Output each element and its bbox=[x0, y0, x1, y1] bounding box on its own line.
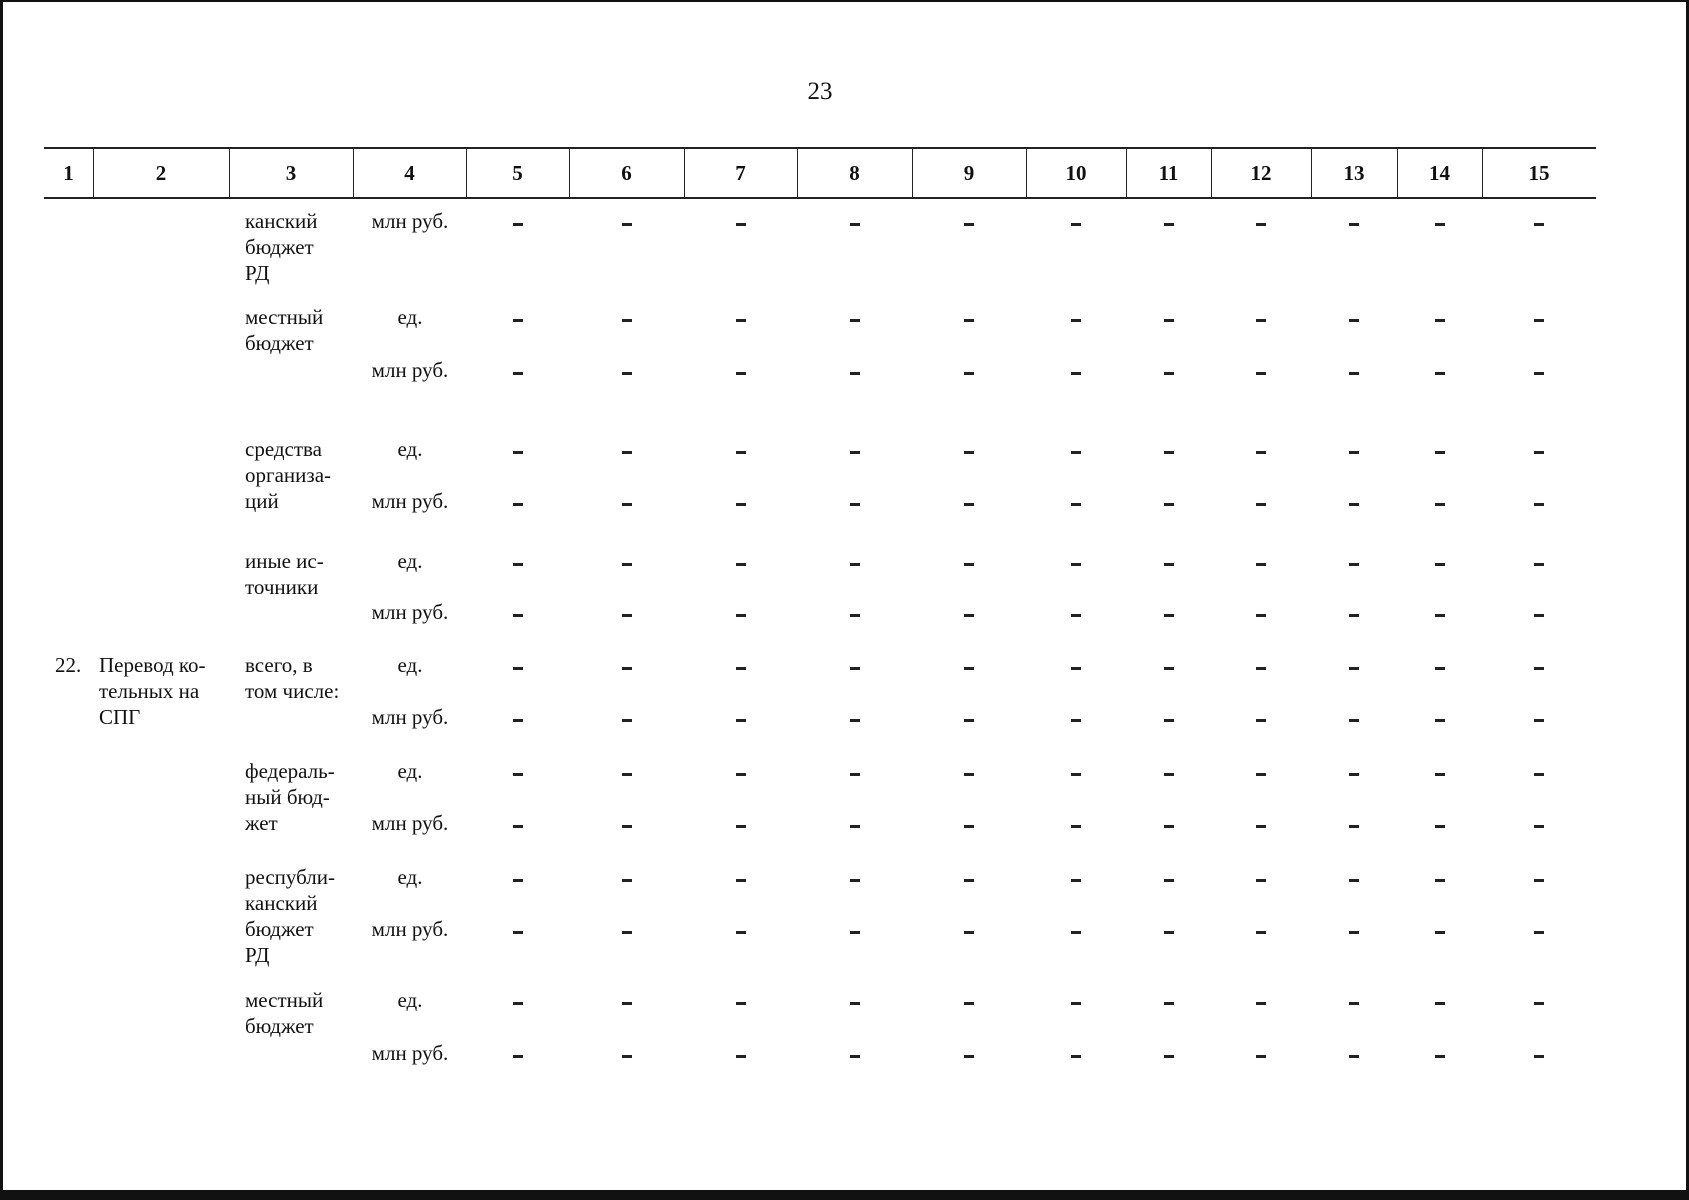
table-cell-dash bbox=[622, 879, 632, 882]
table-cell-dash bbox=[1164, 667, 1174, 670]
table-cell-dash bbox=[622, 319, 632, 322]
funding-source: средства организа- ций bbox=[245, 437, 332, 513]
funding-source: местный бюджет bbox=[245, 305, 324, 355]
page-number: 23 bbox=[807, 78, 833, 105]
header-divider bbox=[684, 147, 685, 197]
table-cell-dash bbox=[1534, 563, 1544, 566]
table-cell-dash bbox=[1534, 372, 1544, 375]
table-cell-dash bbox=[1071, 1002, 1081, 1005]
column-header-4: 4 bbox=[404, 161, 415, 185]
table-cell-dash bbox=[1349, 503, 1359, 506]
table-cell-dash bbox=[1534, 931, 1544, 934]
unit-label: млн руб. bbox=[371, 489, 449, 513]
table-cell-dash bbox=[964, 879, 974, 882]
table-cell-dash bbox=[850, 879, 860, 882]
table-cell-dash bbox=[1349, 825, 1359, 828]
table-cell-dash bbox=[1534, 1055, 1544, 1058]
unit-label: ед. bbox=[397, 759, 423, 783]
table-cell-dash bbox=[1256, 719, 1266, 722]
table-cell-dash bbox=[1435, 879, 1445, 882]
column-header-6: 6 bbox=[621, 161, 632, 185]
table-cell-dash bbox=[1349, 879, 1359, 882]
table-cell-dash bbox=[964, 614, 974, 617]
table-cell-dash bbox=[964, 931, 974, 934]
table-cell-dash bbox=[1349, 667, 1359, 670]
table-cell-dash bbox=[964, 319, 974, 322]
table-cell-dash bbox=[1256, 319, 1266, 322]
column-header-13: 13 bbox=[1343, 161, 1365, 185]
table-cell-dash bbox=[736, 372, 746, 375]
table-cell-dash bbox=[1071, 503, 1081, 506]
table-cell-dash bbox=[1435, 825, 1445, 828]
table-cell-dash bbox=[964, 451, 974, 454]
table-cell-dash bbox=[1256, 1002, 1266, 1005]
table-cell-dash bbox=[513, 372, 523, 375]
table-cell-dash bbox=[736, 451, 746, 454]
table-cell-dash bbox=[1256, 223, 1266, 226]
table-cell-dash bbox=[622, 825, 632, 828]
unit-label: ед. bbox=[397, 549, 423, 573]
table-cell-dash bbox=[1435, 372, 1445, 375]
table-cell-dash bbox=[736, 773, 746, 776]
header-divider bbox=[1126, 147, 1127, 197]
unit-label: ед. bbox=[397, 305, 423, 329]
column-header-9: 9 bbox=[963, 161, 975, 185]
funding-source: иные ис- точники bbox=[245, 549, 324, 599]
header-divider bbox=[353, 147, 354, 197]
table-cell-dash bbox=[513, 1002, 523, 1005]
header-divider bbox=[466, 147, 467, 197]
table-header-row bbox=[44, 147, 1596, 199]
table-cell-dash bbox=[1534, 825, 1544, 828]
measure-name: Перевод ко- тельных на СПГ bbox=[99, 653, 206, 729]
table-cell-dash bbox=[622, 451, 632, 454]
table-cell-dash bbox=[1349, 372, 1359, 375]
column-header-3: 3 bbox=[285, 161, 297, 185]
unit-label: млн руб. bbox=[371, 600, 449, 624]
table-cell-dash bbox=[1349, 319, 1359, 322]
table-cell-dash bbox=[1164, 719, 1174, 722]
unit-label: ед. bbox=[397, 437, 423, 461]
table-cell-dash bbox=[622, 1002, 632, 1005]
table-cell-dash bbox=[1164, 503, 1174, 506]
table-cell-dash bbox=[1435, 614, 1445, 617]
table-cell-dash bbox=[1164, 614, 1174, 617]
column-header-1: 1 bbox=[63, 161, 74, 185]
table-cell-dash bbox=[1435, 451, 1445, 454]
unit-label: млн руб. bbox=[371, 811, 449, 835]
table-cell-dash bbox=[1435, 719, 1445, 722]
table-cell-dash bbox=[1435, 319, 1445, 322]
column-header-15: 15 bbox=[1528, 161, 1550, 185]
table-cell-dash bbox=[622, 563, 632, 566]
table-cell-dash bbox=[1071, 719, 1081, 722]
table-cell-dash bbox=[1349, 614, 1359, 617]
table-cell-dash bbox=[1164, 451, 1174, 454]
table-cell-dash bbox=[964, 1055, 974, 1058]
table-cell-dash bbox=[622, 614, 632, 617]
column-header-8: 8 bbox=[849, 161, 860, 185]
table-cell-dash bbox=[964, 563, 974, 566]
table-cell-dash bbox=[622, 931, 632, 934]
column-header-12: 12 bbox=[1250, 161, 1272, 185]
table-cell-dash bbox=[1435, 931, 1445, 934]
table-cell-dash bbox=[1256, 1055, 1266, 1058]
table-cell-dash bbox=[850, 773, 860, 776]
table-cell-dash bbox=[1256, 563, 1266, 566]
table-cell-dash bbox=[513, 1055, 523, 1058]
table-cell-dash bbox=[850, 451, 860, 454]
table-cell-dash bbox=[1071, 614, 1081, 617]
column-header-7: 7 bbox=[735, 161, 746, 185]
table-cell-dash bbox=[850, 719, 860, 722]
table-cell-dash bbox=[1534, 451, 1544, 454]
table-cell-dash bbox=[1256, 503, 1266, 506]
table-cell-dash bbox=[964, 223, 974, 226]
table-cell-dash bbox=[1164, 1055, 1174, 1058]
table-cell-dash bbox=[1071, 563, 1081, 566]
table-cell-dash bbox=[1071, 879, 1081, 882]
table-cell-dash bbox=[1349, 1055, 1359, 1058]
table-cell-dash bbox=[513, 719, 523, 722]
table-cell-dash bbox=[736, 503, 746, 506]
table-cell-dash bbox=[1534, 1002, 1544, 1005]
table-cell-dash bbox=[1071, 667, 1081, 670]
header-divider bbox=[229, 147, 230, 197]
table-cell-dash bbox=[1435, 1055, 1445, 1058]
table-cell-dash bbox=[850, 1055, 860, 1058]
table-cell-dash bbox=[1071, 825, 1081, 828]
unit-label: млн руб. bbox=[371, 705, 449, 729]
table-cell-dash bbox=[513, 825, 523, 828]
table-cell-dash bbox=[850, 667, 860, 670]
table-cell-dash bbox=[1071, 372, 1081, 375]
table-cell-dash bbox=[513, 667, 523, 670]
table-cell-dash bbox=[736, 319, 746, 322]
table-cell-dash bbox=[736, 719, 746, 722]
table-cell-dash bbox=[850, 372, 860, 375]
unit-label: ед. bbox=[397, 653, 423, 677]
header-divider bbox=[912, 147, 913, 197]
header-divider bbox=[1211, 147, 1212, 197]
column-header-10: 10 bbox=[1065, 161, 1087, 185]
table-cell-dash bbox=[1349, 563, 1359, 566]
table-cell-dash bbox=[1435, 503, 1445, 506]
table-cell-dash bbox=[1349, 1002, 1359, 1005]
table-cell-dash bbox=[1164, 1002, 1174, 1005]
table-cell-dash bbox=[1534, 319, 1544, 322]
table-cell-dash bbox=[513, 503, 523, 506]
table-cell-dash bbox=[850, 503, 860, 506]
table-cell-dash bbox=[1256, 879, 1266, 882]
table-cell-dash bbox=[964, 773, 974, 776]
unit-label: ед. bbox=[397, 865, 423, 889]
table-cell-dash bbox=[736, 614, 746, 617]
header-divider bbox=[1482, 147, 1483, 197]
table-cell-dash bbox=[964, 503, 974, 506]
table-cell-dash bbox=[1534, 879, 1544, 882]
table-cell-dash bbox=[736, 1002, 746, 1005]
table-cell-dash bbox=[1534, 667, 1544, 670]
table-cell-dash bbox=[513, 223, 523, 226]
header-divider bbox=[1311, 147, 1312, 197]
table-cell-dash bbox=[1534, 719, 1544, 722]
table-cell-dash bbox=[1435, 563, 1445, 566]
table-cell-dash bbox=[1256, 451, 1266, 454]
scan-bottom-edge bbox=[0, 1190, 1689, 1200]
header-divider bbox=[1026, 147, 1027, 197]
table-cell-dash bbox=[1534, 614, 1544, 617]
unit-label: млн руб. bbox=[371, 358, 449, 382]
table-cell-dash bbox=[1349, 451, 1359, 454]
table-cell-dash bbox=[1164, 773, 1174, 776]
funding-source: республи- канский бюджет РД bbox=[245, 865, 335, 967]
table-cell-dash bbox=[1164, 319, 1174, 322]
table-cell-dash bbox=[1164, 563, 1174, 566]
table-cell-dash bbox=[1349, 719, 1359, 722]
header-divider bbox=[569, 147, 570, 197]
header-divider bbox=[93, 147, 94, 197]
table-cell-dash bbox=[736, 667, 746, 670]
table-cell-dash bbox=[1349, 931, 1359, 934]
table-cell-dash bbox=[964, 719, 974, 722]
unit-label: млн руб. bbox=[371, 209, 449, 233]
table-cell-dash bbox=[513, 563, 523, 566]
table-cell-dash bbox=[513, 773, 523, 776]
table-cell-dash bbox=[1534, 773, 1544, 776]
table-cell-dash bbox=[850, 223, 860, 226]
table-cell-dash bbox=[1071, 319, 1081, 322]
table-cell-dash bbox=[1435, 1002, 1445, 1005]
table-cell-dash bbox=[1435, 773, 1445, 776]
table-cell-dash bbox=[1256, 931, 1266, 934]
table-cell-dash bbox=[1435, 223, 1445, 226]
table-cell-dash bbox=[622, 773, 632, 776]
table-cell-dash bbox=[850, 825, 860, 828]
table-cell-dash bbox=[1164, 931, 1174, 934]
table-cell-dash bbox=[736, 879, 746, 882]
table-cell-dash bbox=[622, 372, 632, 375]
funding-source: всего, в том числе: bbox=[245, 653, 340, 703]
table-cell-dash bbox=[1164, 879, 1174, 882]
row-number: 22. bbox=[55, 653, 82, 677]
table-cell-dash bbox=[850, 1002, 860, 1005]
table-cell-dash bbox=[513, 451, 523, 454]
table-cell-dash bbox=[622, 223, 632, 226]
table-cell-dash bbox=[1164, 223, 1174, 226]
table-cell-dash bbox=[622, 667, 632, 670]
table-cell-dash bbox=[1435, 667, 1445, 670]
unit-label: ед. bbox=[397, 988, 423, 1012]
table-cell-dash bbox=[736, 1055, 746, 1058]
table-cell-dash bbox=[964, 1002, 974, 1005]
table-cell-dash bbox=[1071, 451, 1081, 454]
table-cell-dash bbox=[622, 503, 632, 506]
table-cell-dash bbox=[1349, 773, 1359, 776]
table-cell-dash bbox=[1164, 825, 1174, 828]
table-cell-dash bbox=[1071, 773, 1081, 776]
table-cell-dash bbox=[622, 1055, 632, 1058]
column-header-14: 14 bbox=[1429, 161, 1450, 185]
table-cell-dash bbox=[1256, 773, 1266, 776]
header-divider bbox=[797, 147, 798, 197]
header-divider bbox=[1397, 147, 1398, 197]
table-cell-dash bbox=[850, 931, 860, 934]
funding-source: канский бюджет РД bbox=[245, 209, 318, 285]
table-cell-dash bbox=[1164, 372, 1174, 375]
table-cell-dash bbox=[513, 614, 523, 617]
table-cell-dash bbox=[1256, 614, 1266, 617]
table-cell-dash bbox=[1256, 667, 1266, 670]
table-cell-dash bbox=[736, 563, 746, 566]
table-cell-dash bbox=[1534, 223, 1544, 226]
table-cell-dash bbox=[850, 319, 860, 322]
table-cell-dash bbox=[1071, 1055, 1081, 1058]
column-header-11: 11 bbox=[1158, 161, 1179, 185]
table-cell-dash bbox=[513, 319, 523, 322]
table-cell-dash bbox=[964, 372, 974, 375]
table-cell-dash bbox=[513, 879, 523, 882]
table-cell-dash bbox=[1349, 223, 1359, 226]
table-cell-dash bbox=[1534, 503, 1544, 506]
table-cell-dash bbox=[736, 931, 746, 934]
unit-label: млн руб. bbox=[371, 1041, 449, 1065]
column-header-2: 2 bbox=[155, 161, 167, 185]
table-cell-dash bbox=[1256, 372, 1266, 375]
table-cell-dash bbox=[964, 825, 974, 828]
table-cell-dash bbox=[736, 223, 746, 226]
table-cell-dash bbox=[622, 719, 632, 722]
unit-label: млн руб. bbox=[371, 917, 449, 941]
table-cell-dash bbox=[1071, 931, 1081, 934]
table-cell-dash bbox=[513, 931, 523, 934]
table-cell-dash bbox=[850, 614, 860, 617]
table-cell-dash bbox=[736, 825, 746, 828]
table-cell-dash bbox=[1256, 825, 1266, 828]
table-cell-dash bbox=[1071, 223, 1081, 226]
funding-source: федераль- ный бюд- жет bbox=[245, 759, 335, 835]
table-cell-dash bbox=[964, 667, 974, 670]
table-cell-dash bbox=[850, 563, 860, 566]
column-header-5: 5 bbox=[512, 161, 523, 185]
funding-source: местный бюджет bbox=[245, 988, 324, 1038]
